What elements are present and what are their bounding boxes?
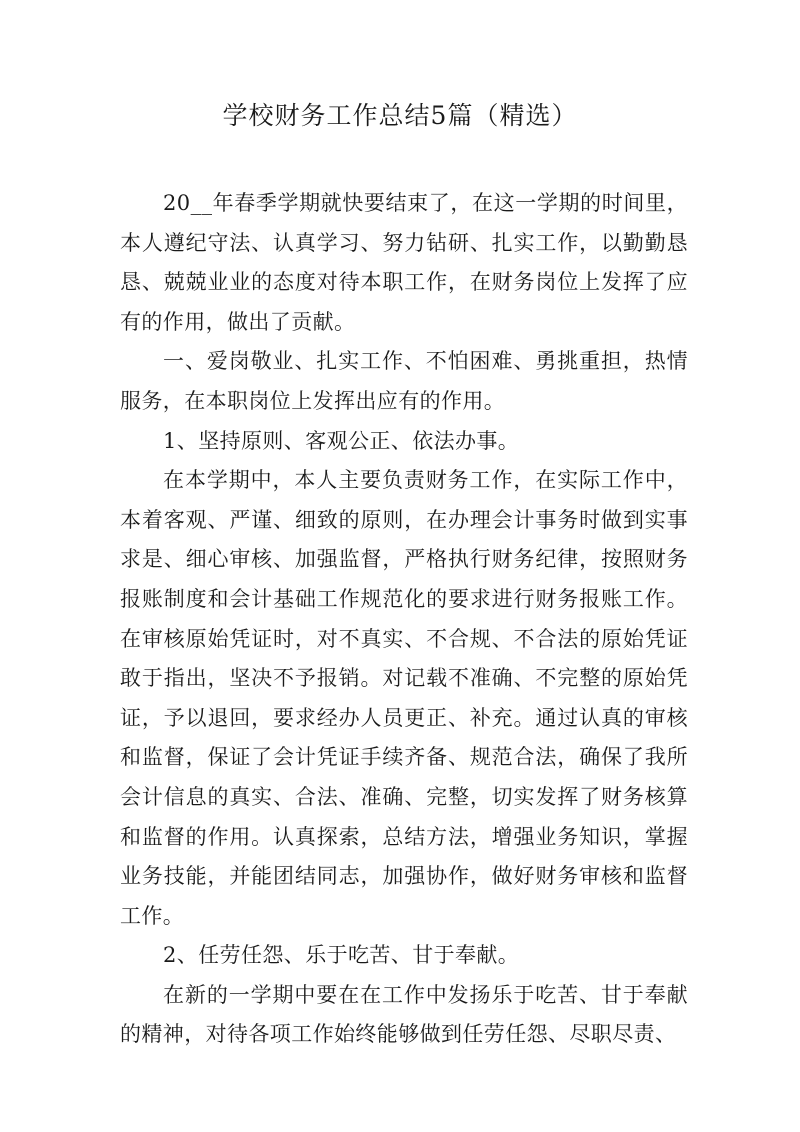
paragraph-audit: 在本学期中，本人主要负责财务工作，在实际工作中，本着客观、严谨、细致的原则，在办理会计事务时做到实事求是、细心审核、加强监督，严格执行财务纪律，按照财务报账制度和会计基础工作规范化的要求进行财务报账工作。在审核原始凭证时，对不真实、不合规、不合法的原始凭证敢于指出，坚决不予报销。对记载不准确、不完整的原始凭证，予以退回，要求经办人员更正、补充。通过认真的审核和监督，保证了会计凭证手续齐备、规范合法，确保了我所会计信息的真实、合法、准确、完整，切实发挥了财务核算和监督的作用。认真探索，总结方法，增强业务知识，掌握业务技能，并能团结同志，加强协作，做好财务审核和监督工作。: [120, 468, 688, 928]
section-heading-1: 一、爱岗敬业、扎实工作、不怕困难、勇挑重担，热情服务，在本职岗位上发挥出应有的作用。: [120, 349, 688, 413]
subheading-2: 2、任劳任怨、乐于吃苦、甘于奉献。: [163, 943, 520, 968]
subheading-1: 1、坚持原则、客观公正、依法办事。: [163, 428, 520, 453]
document-body: [120, 184, 688, 1055]
document-title: 学校财务工作总结5篇（精选）: [222, 101, 578, 130]
paragraph-intro: 20__年春季学期就快要结束了，在这一学期的时间里，本人遵纪守法、认真学习、努力钻研、扎实工作，以勤勤恳恳、兢兢业业的态度对待本职工作，在财务岗位上发挥了应有的作用，做出了贡献。: [120, 191, 688, 334]
paragraph-dedication: 在新的一学期中要在在工作中发扬乐于吃苦、甘于奉献的精神，对待各项工作始终能够做到任劳任怨、尽职尽责、: [120, 982, 688, 1047]
